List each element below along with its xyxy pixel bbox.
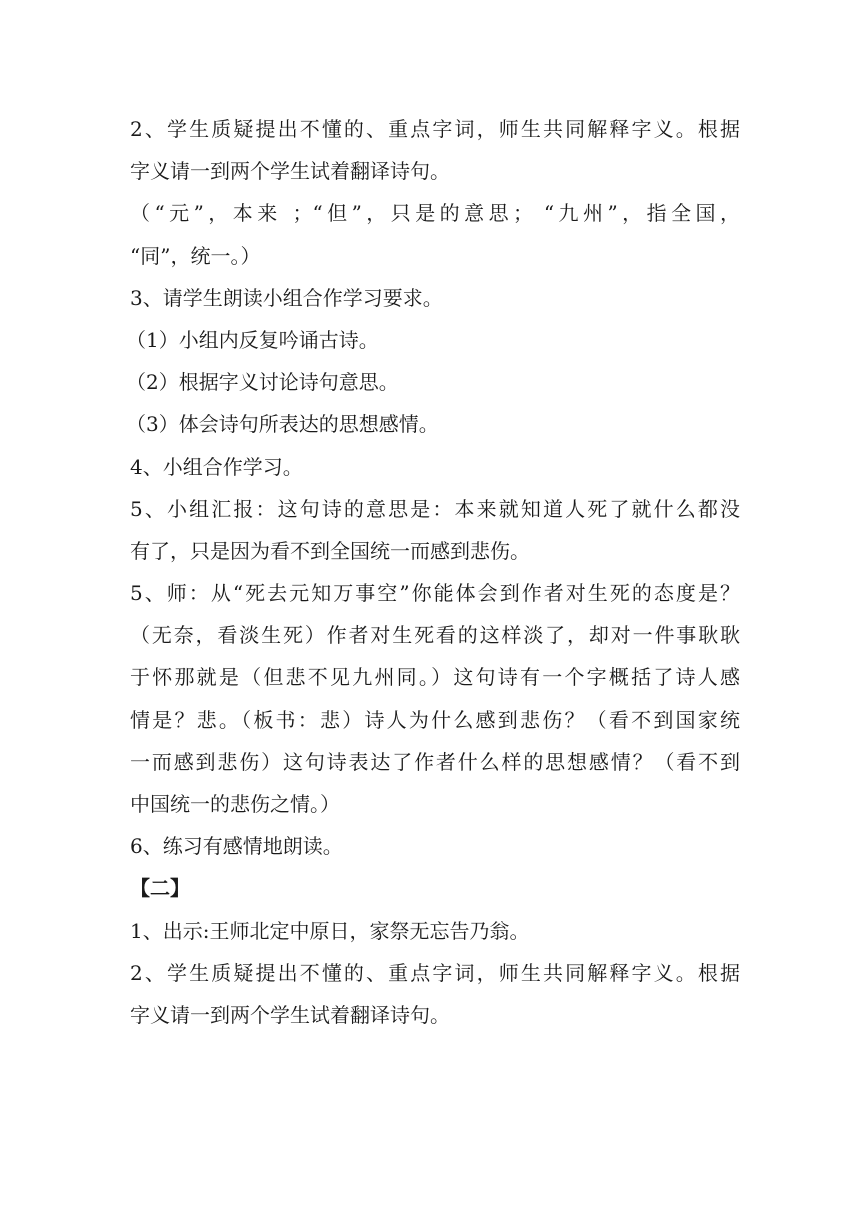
list-item: （3）体会诗句所表达的思想感情。 <box>126 412 439 437</box>
paragraph-line: 5、师：从“死去元知万事空”你能体会到作者对生死的态度是？ <box>130 581 740 606</box>
paragraph-line: 中国统一的悲伤之情。） <box>130 792 340 816</box>
paragraph-line: 情是？悲。（板书：悲）诗人为什么感到悲伤？（看不到国家统 <box>130 707 740 732</box>
section-heading: 【二】 <box>130 876 190 901</box>
paragraph-line: （无奈，看淡生死）作者对生死看的这样淡了，却对一件事耿耿 <box>130 623 740 648</box>
paragraph-line: 字义请一到两个学生试着翻译诗句。 <box>130 159 450 184</box>
paragraph-line: 字义请一到两个学生试着翻译诗句。 <box>130 1002 450 1027</box>
paragraph-line: 于怀那就是（但悲不见九州同。）这句诗有一个字概括了诗人感 <box>130 665 740 690</box>
list-item: （1）小组内反复吟诵古诗。 <box>126 327 379 352</box>
paragraph-line: 6、练习有感情地朗读。 <box>130 834 343 859</box>
paragraph-line: 5、小组汇报：这句诗的意思是：本来就知道人死了就什么都没 <box>130 496 740 521</box>
paragraph-line: 2、学生质疑提出不懂的、重点字词，师生共同解释字义。根据 <box>130 960 740 985</box>
paragraph-line: 4、小组合作学习。 <box>130 454 303 479</box>
paragraph-line: 1、出示:王师北定中原日，家祭无忘告乃翁。 <box>130 918 530 943</box>
document-body <box>126 108 740 1036</box>
paragraph-line: “同”，统一。） <box>130 243 261 268</box>
paragraph-line: 有了，只是因为看不到全国统一而感到悲伤。 <box>130 538 530 563</box>
paragraph-line: 一而感到悲伤）这句诗表达了作者什么样的思想感情？（看不到 <box>130 749 740 774</box>
paragraph-line: 3、请学生朗读小组合作学习要求。 <box>130 285 443 310</box>
paragraph-line: 2、学生质疑提出不懂的、重点字词，师生共同解释字义。根据 <box>130 117 740 141</box>
list-item: （2）根据字义讨论诗句意思。 <box>126 370 399 395</box>
paragraph-line: （“元”，本来 ；“但”，只是的意思； “九州”，指全国， <box>130 201 740 226</box>
